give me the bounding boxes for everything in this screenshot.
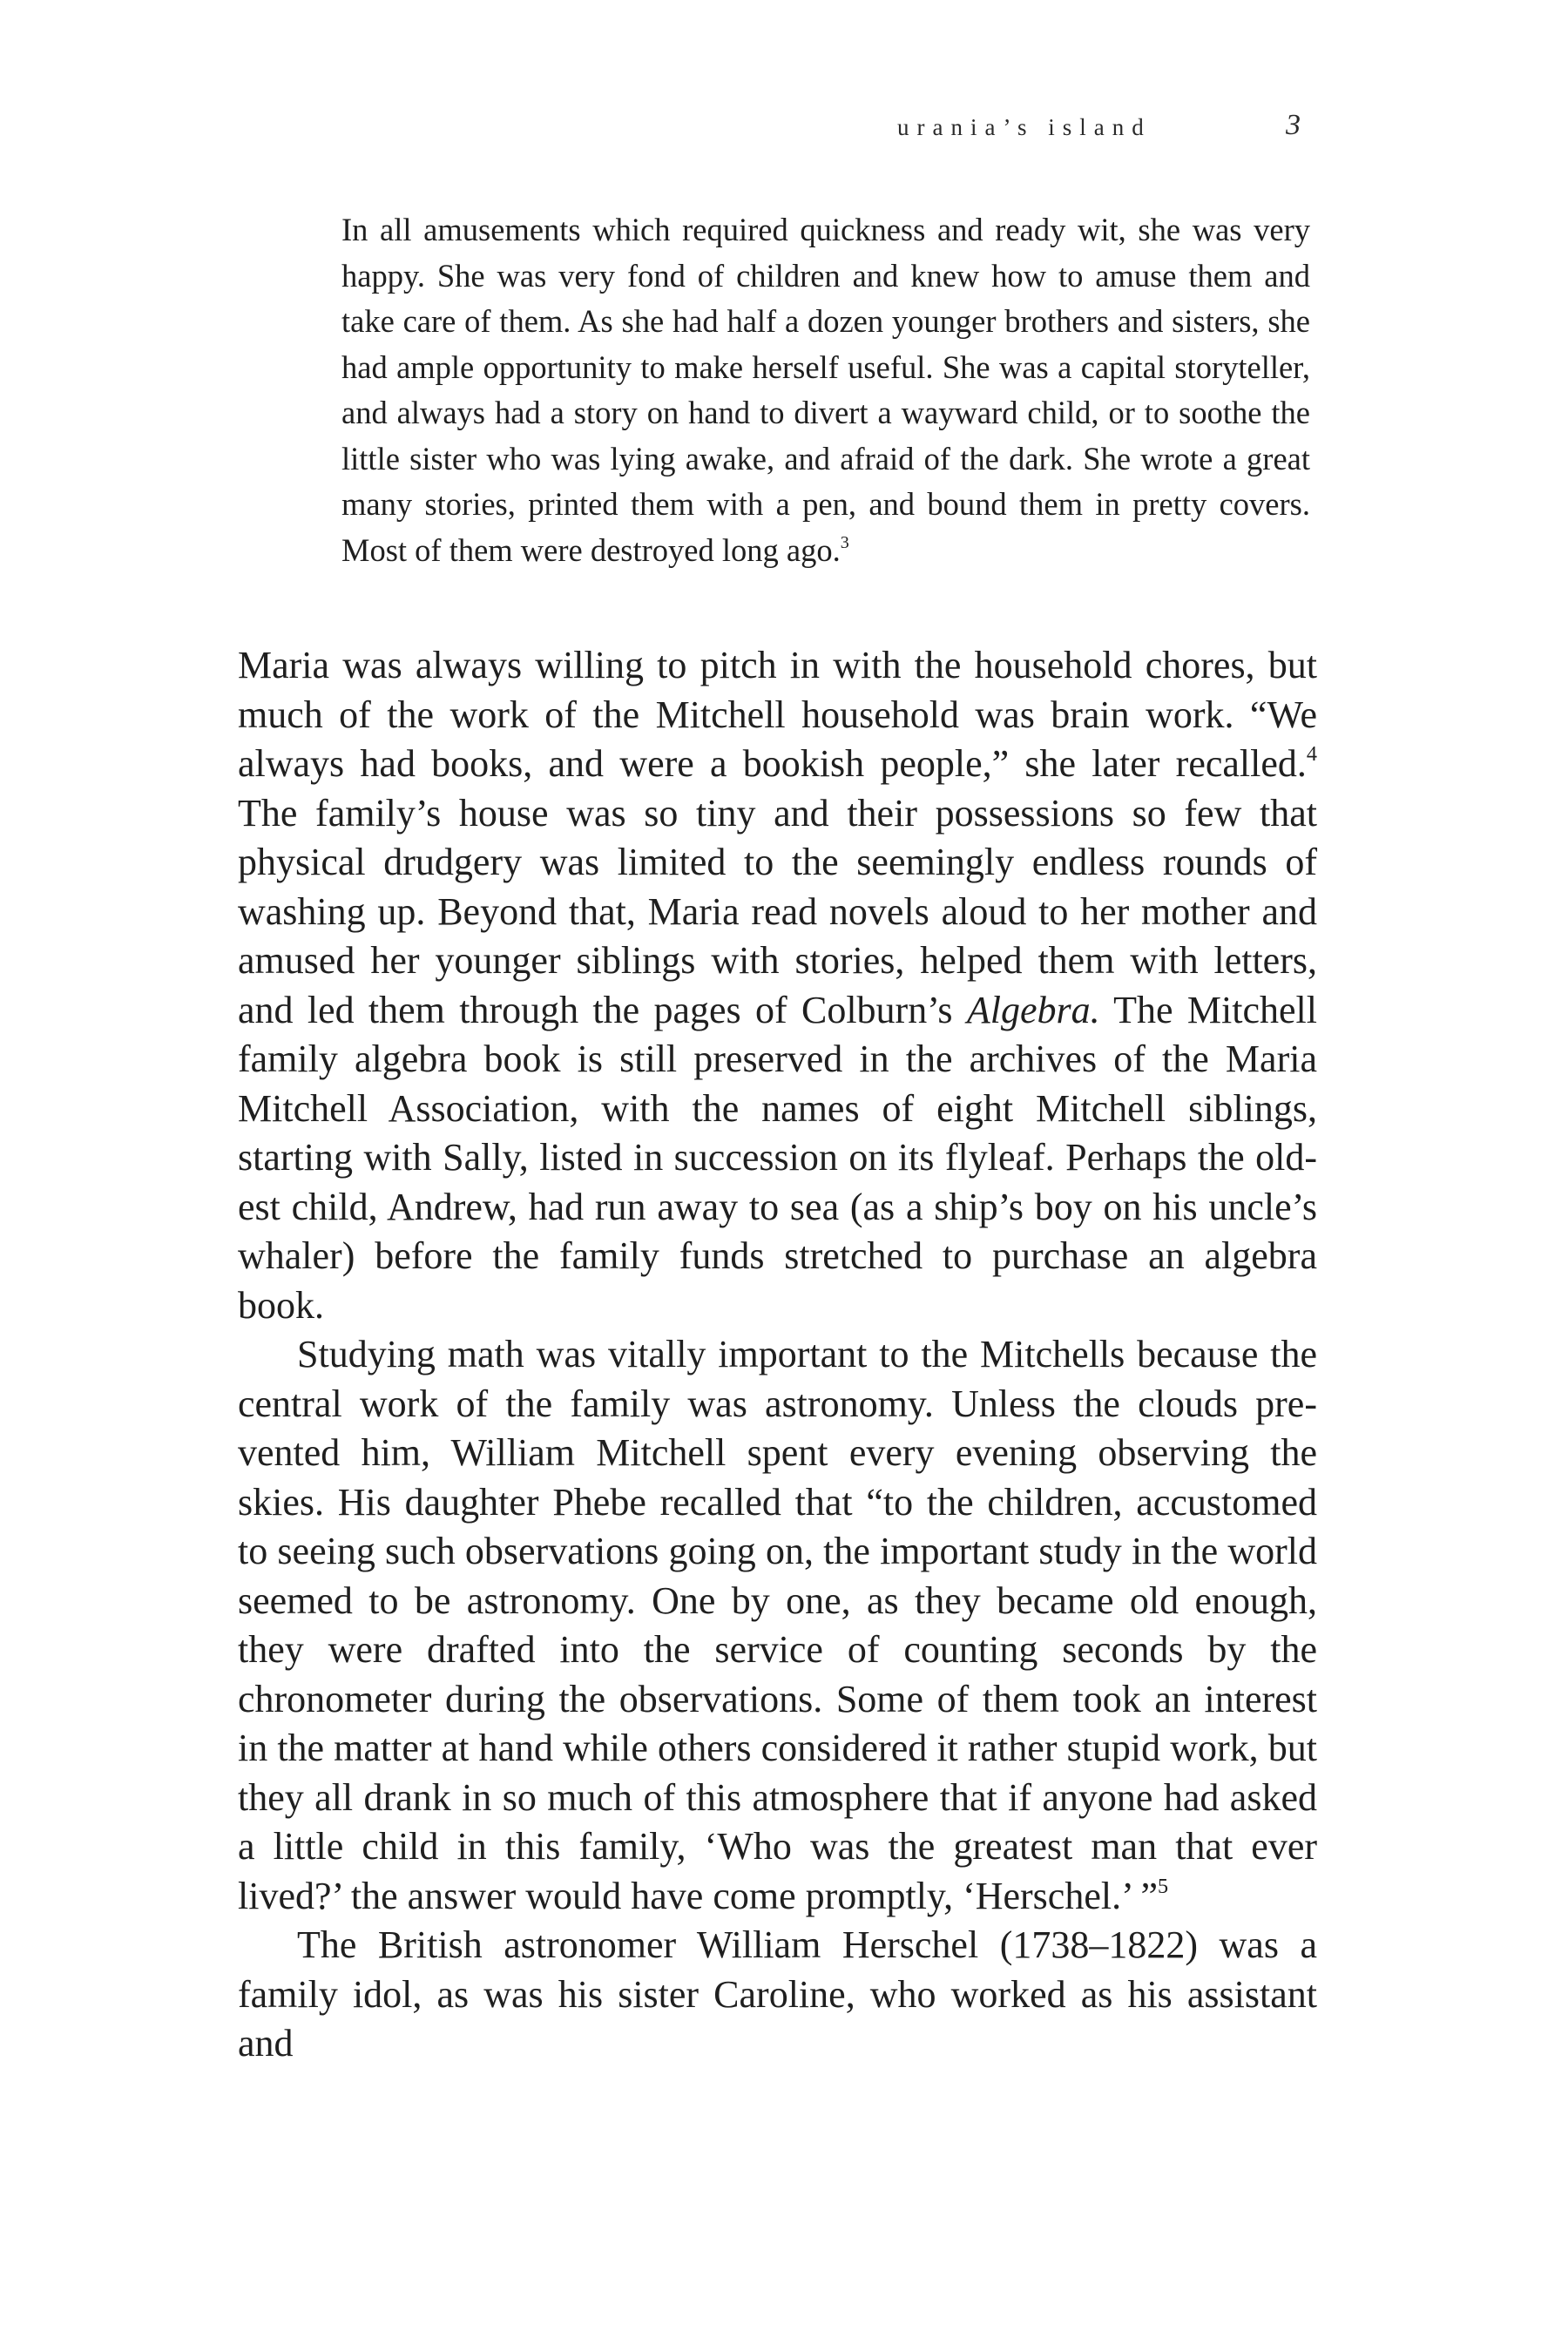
book-title-algebra: Algebra.: [966, 988, 1100, 1031]
block-quote: [341, 207, 1310, 573]
footnote-ref-5: 5: [1158, 1874, 1169, 1898]
paragraph-3: [238, 1921, 1317, 2069]
paragraph-1-part-a: Maria was always willing to pitch in with the household chores, but much of the work of the Mitchell household was brain work. “We always had books, and were a bookish people,” she later recalled.: [238, 644, 1317, 785]
running-head: [897, 110, 1315, 145]
paragraph-2-text: Studying math was vitally important to the Mitchells because the central work of the family was astronomy. Unless the clouds prevented him, William Mitchell spent every evening observing the skies. His daughter Phebe recalled that “to the children, accustomed to seeing such observations going on, the important study in the world seemed to be astronomy. One by one, as they became old enough, they were drafted into the service of counting seconds by the chronometer during the observations. Some of them took an interest in the matter at hand while others considered it rather stupid work, but they all drank in so much of this atmosphere that if anyone had asked a little child in this family, ‘Who was the greatest man that ever lived?’ the answer would have come promptly, ‘Herschel.’ ”: [238, 1333, 1317, 1917]
paragraph-1-part-c: The Mitchell family algebra book is still preserved in the archives of the Maria Mitchell Association, with the names of eight Mitchell siblings, starting with Sally, listed in succession on its flyleaf. Perhaps the oldest child, Andrew, had run away to sea (as a ship’s boy on his uncle’s whaler) before the family funds stretched to purchase an algebra book.: [238, 988, 1317, 1327]
block-quote-text: In all amusements which required quickness and ready wit, she was very happy. She was very fond of children and knew how to amuse them and take care of them. As she had half a dozen younger brothers and sisters, she had ample opportunity to make herself useful. She was a capital storyteller, and always had a story on hand to divert a wayward child, or to soothe the little sister who was lying awake, and afraid of the dark. She wrote a great many stories, printed them with a pen, and bound them in pretty covers. Most of them were destroyed long ago.: [341, 212, 1310, 568]
page-number: 3: [1286, 109, 1301, 141]
running-title: urania’s island: [897, 114, 1152, 140]
block-quote-paragraph: [341, 207, 1310, 573]
paragraph-1-part-b: The family’s house was so tiny and their possessions so few that physical drudgery was limited to the seemingly endless rounds of washing up. Beyond that, Maria read novels aloud to her mother and amused her younger siblings with stories, helped them with letters, and led them through the pages of Colburn’s: [238, 791, 1317, 1031]
footnote-ref-4: 4: [1306, 741, 1317, 766]
paragraph-1: [238, 641, 1317, 1330]
paragraph-3-text: The British astronomer William Herschel (1738–1822) was a family idol, as was his sister Caroline, who worked as his assistant and: [238, 1923, 1317, 2065]
footnote-ref-3: 3: [840, 532, 849, 552]
body-text: [238, 641, 1317, 2069]
paragraph-2: [238, 1330, 1317, 1921]
